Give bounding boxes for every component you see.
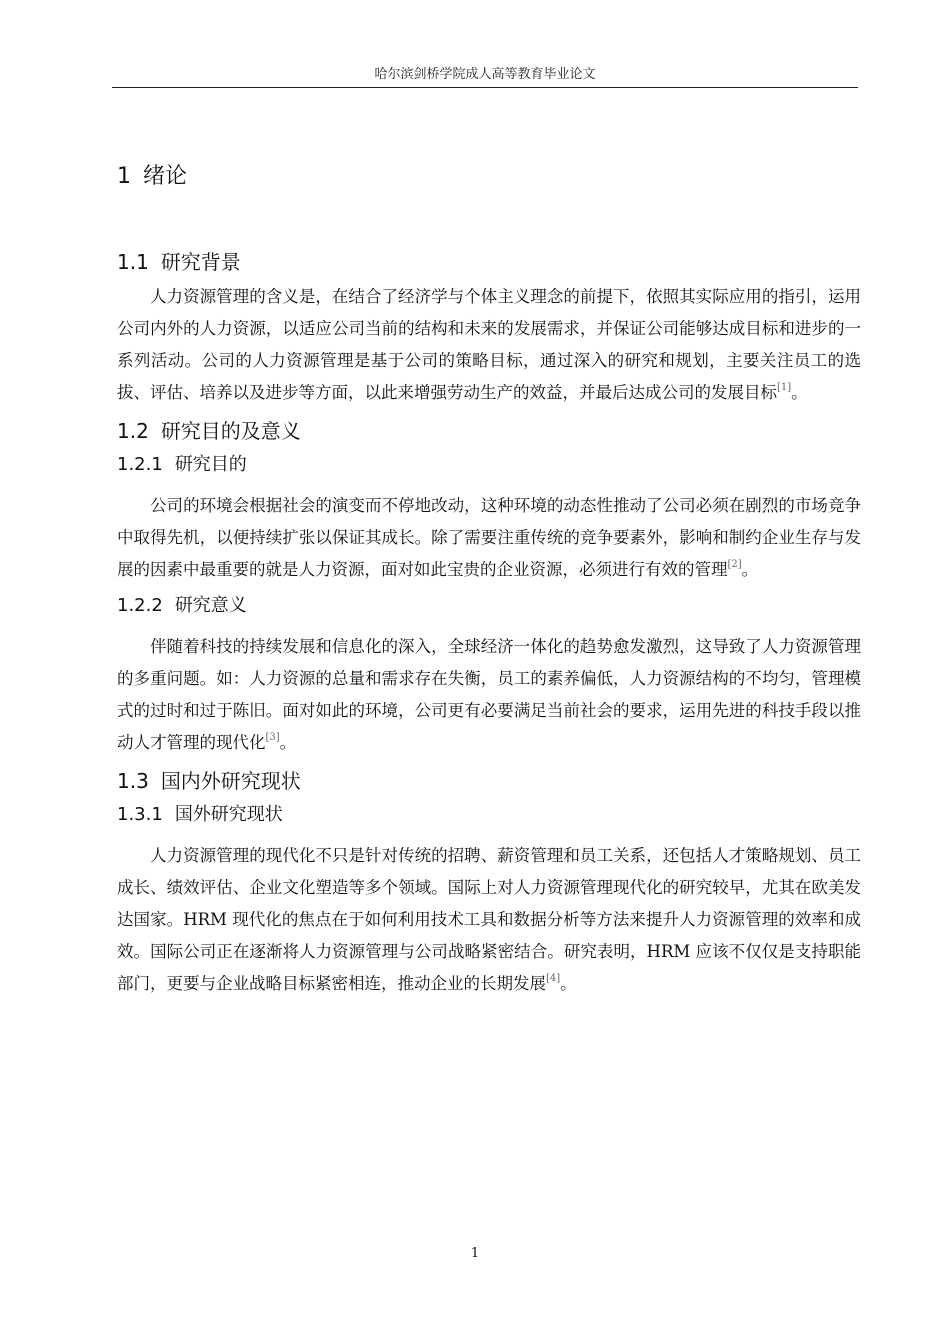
- chapter-heading: [117, 158, 861, 196]
- chapter-number: 1: [117, 164, 131, 189]
- section-number: 1.1: [117, 250, 149, 274]
- header-rule: [112, 87, 858, 88]
- paragraph-text: 人力资源管理的含义是，在结合了经济学与个体主义理念的前提下，依照其实际应用的指引，运用公司内外的人力资源，以适应公司当前的结构和未来的发展需求，并保证公司能够达成目标和进步的一系列活动。公司的人力资源管理是基于公司的策略目标，通过深入的研究和规划，主要关注员工的选拔、评估、培养以及进步等方面，以此来增强劳动生产的效益，并最后达成公司的发展目标: [117, 287, 861, 402]
- section-heading-1-1: [117, 245, 861, 279]
- subsection-title: 研究目的: [174, 454, 247, 475]
- paragraph-significance: [117, 631, 861, 759]
- paragraph-text: 公司的环境会根据社会的演变而不停地改动，这种环境的动态性推动了公司必须在剧烈的市场竞争中取得先机，以便持续扩张以保证其成长。除了需要注重传统的竞争要素外，影响和制约企业生存与发展的因素中最重要的就是人力资源，面对如此宝贵的企业资源，必须进行有效的管理: [117, 496, 861, 579]
- paragraph-end: 。: [791, 383, 808, 402]
- paragraph-purpose: [117, 490, 861, 586]
- page-body: [117, 158, 861, 1005]
- paragraph-foreign-research: [117, 840, 861, 1000]
- section-title: 研究背景: [160, 250, 241, 274]
- paragraph-end: 。: [741, 560, 759, 579]
- subsection-number: 1.2.2: [117, 595, 163, 616]
- subsection-heading-1-2-1: [117, 450, 861, 480]
- citation-ref: [1]: [777, 382, 792, 393]
- subsection-number: 1.3.1: [117, 804, 163, 825]
- subsection-title: 国外研究现状: [174, 804, 283, 825]
- subsection-title: 研究意义: [174, 595, 247, 616]
- section-title: 研究目的及意义: [160, 419, 301, 443]
- paragraph-text: 伴随着科技的持续发展和信息化的深入，全球经济一体化的趋势愈发激烈，这导致了人力资源管理的多重问题。如：人力资源的总量和需求存在失衡，员工的素养偏低，人力资源结构的不均匀，管理模式的过时和过于陈旧。面对如此的环境，公司更有必要满足当前社会的要求，运用先进的科技手段以推动人才管理的现代化: [117, 637, 861, 752]
- section-title: 国内外研究现状: [160, 769, 301, 793]
- paragraph-text: 人力资源管理的现代化不只是针对传统的招聘、薪资管理和员工关系，还包括人才策略规划、员工成长、绩效评估、企业文化塑造等多个领域。国际上对人力资源管理现代化的研究较早，尤其在欧美发达国家。HRM 现代化的焦点在于如何利用技术工具和数据分析等方法来提升人力资源管理的效率和成效。国际公司正在逐渐将人力资源管理与公司战略紧密结合。研究表明，HRM 应该不仅仅是支持职能部门，更要与企业战略目标紧密相连，推动企业的长期发展: [117, 846, 861, 993]
- subsection-heading-1-2-2: [117, 591, 861, 621]
- paragraph-end: 。: [560, 974, 577, 993]
- section-heading-1-3: [117, 764, 861, 798]
- subsection-heading-1-3-1: [117, 800, 861, 830]
- citation-ref: [3]: [265, 732, 280, 743]
- subsection-number: 1.2.1: [117, 454, 163, 475]
- paragraph-end: 。: [279, 733, 297, 752]
- citation-ref: [4]: [546, 973, 561, 984]
- citation-ref: [2]: [727, 559, 742, 570]
- section-number: 1.3: [117, 769, 149, 793]
- chapter-title: 绪论: [143, 164, 188, 189]
- running-header: 哈尔滨剑桥学院成人高等教育毕业论文: [374, 67, 596, 82]
- page-number: 1: [470, 1246, 480, 1261]
- paragraph-background: [117, 281, 861, 409]
- section-number: 1.2: [117, 419, 149, 443]
- section-heading-1-2: [117, 414, 861, 448]
